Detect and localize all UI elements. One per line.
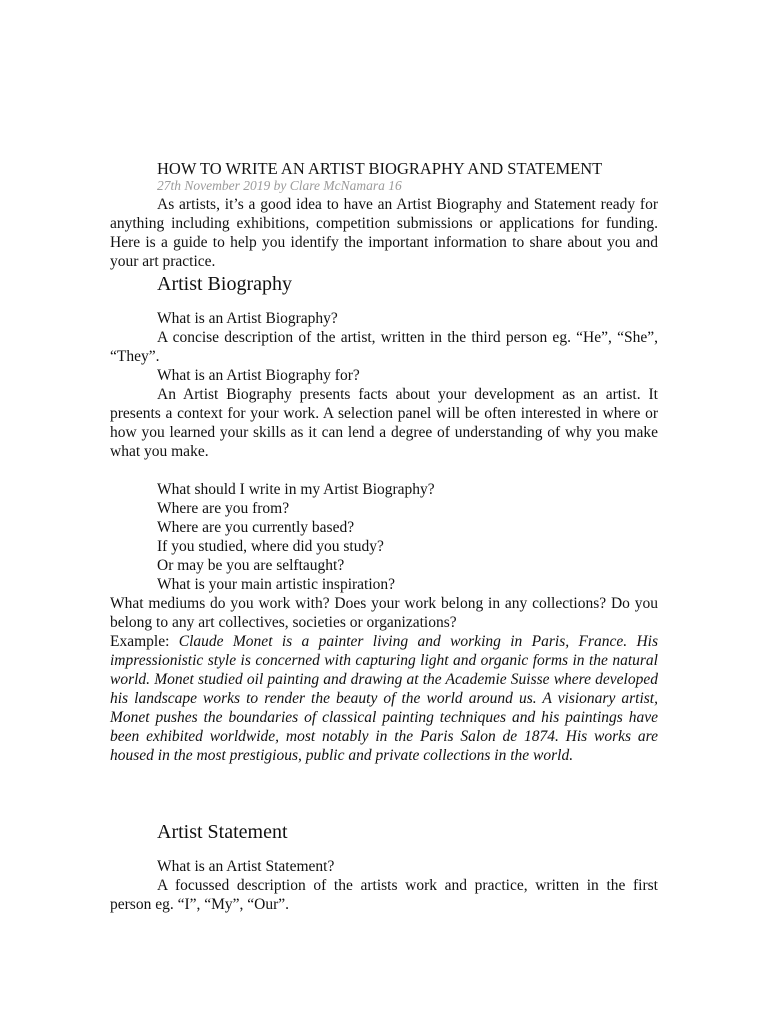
biography-question-write: What should I write in my Artist Biography? xyxy=(157,481,435,498)
statement-question-what: What is an Artist Statement? xyxy=(157,858,335,875)
biography-prompt: What is your main artistic inspiration? xyxy=(157,576,396,593)
biography-prompt: Where are you from? xyxy=(157,500,290,517)
article-byline: 27th November 2019 by Clare McNamara 16 xyxy=(157,178,402,193)
biography-prompt: If you studied, where did you study? xyxy=(157,538,384,555)
document-page xyxy=(110,159,658,914)
biography-prompt: Or may be you are selftaught? xyxy=(157,557,345,574)
statement-heading: Artist Statement xyxy=(157,821,288,843)
statement-answer-what: A focussed description of the artists work and practice, written in the first person eg. “I”, “My”, “Our”. xyxy=(110,877,658,913)
example-text: Claude Monet is a painter living and working in Paris, France. His impressionistic style is concerned with capturing light and organic forms in the natural world. Monet studied oil painting and drawing at the Academie Suisse where developed his landscape works to render the beauty of the world around us. A visionary artist, Monet pushes the boundaries of classical painting techniques and his paintings have been exhibited worldwide, most notably in the Paris Salon de 1874. His works are housed in the most prestigious, public and private collections in the world. xyxy=(110,633,658,764)
biography-heading: Artist Biography xyxy=(157,273,292,295)
blank-line xyxy=(110,461,658,480)
intro-paragraph: As artists, it’s a good idea to have an Artist Biography and Statement ready for anything including exhibitions, competition submissions or applications for funding. Here is a guide to help you identify the important information to share about you and your art practice. xyxy=(110,196,658,270)
article-title: HOW TO WRITE AN ARTIST BIOGRAPHY AND STATEMENT xyxy=(157,159,603,178)
biography-more-prompts: What mediums do you work with? Does your work belong in any collections? Do you belong to any art collectives, societies or organizations? xyxy=(110,595,658,631)
biography-example xyxy=(110,632,658,765)
biography-answer-what: A concise description of the artist, written in the third person eg. “He”, “She”, “They”. xyxy=(110,329,658,365)
biography-question-what: What is an Artist Biography? xyxy=(157,310,338,327)
biography-answer-for: An Artist Biography presents facts about your development as an artist. It presents a context for your work. A selection panel will be often interested in where or how you learned your skills as it can lend a degree of understanding of why you make what you make. xyxy=(110,386,658,460)
example-label: Example: xyxy=(110,633,179,650)
biography-question-for: What is an Artist Biography for? xyxy=(157,367,360,384)
biography-prompt: Where are you currently based? xyxy=(157,519,355,536)
